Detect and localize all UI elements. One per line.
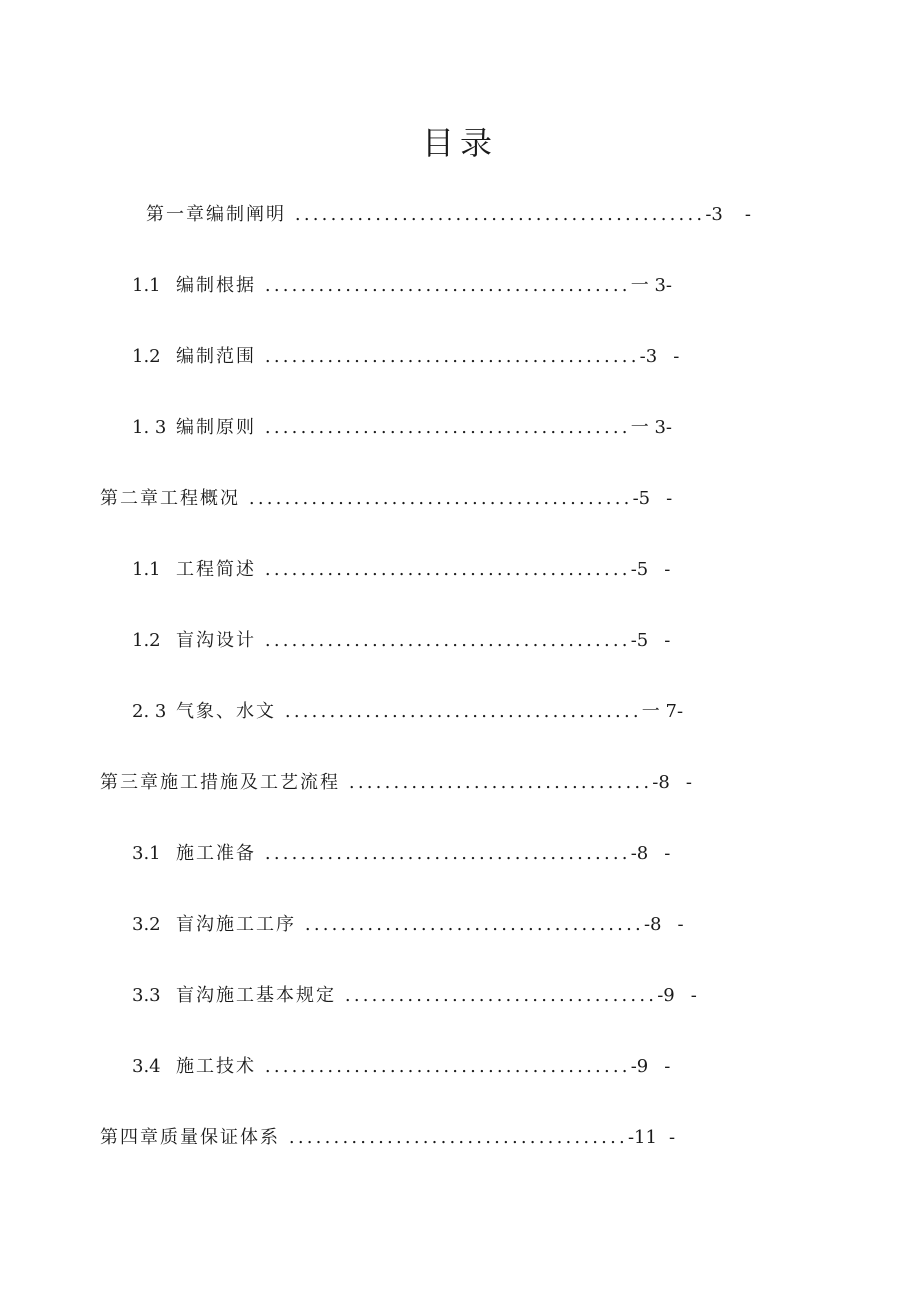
toc-entry-dash: - [673,346,680,367]
toc-leader-dots: ...................................... [280,1127,628,1148]
toc-entry-page: 一 3 [630,417,666,438]
toc-entry-number: 1. 3 [132,417,167,438]
toc-entry[interactable] [132,413,672,443]
toc-entry-number: 3.4 [132,1056,161,1077]
toc-leader-dots: ......................................... [256,417,631,438]
toc-entry-page: -8 [643,914,662,935]
toc-entry-page: -11 [627,1127,657,1148]
toc-entry-label: 第三章施工措施及工艺流程 [100,772,340,793]
toc-entry[interactable] [132,839,670,869]
toc-entry-label: 第一章编制阐明 [146,204,286,225]
toc-entry-dash: - [665,275,672,296]
toc-entry[interactable] [132,626,670,656]
toc-leader-dots: ......................................... [256,843,631,864]
toc-entry-label: 气象、水文 [176,701,276,722]
toc-entry-page: -5 [630,559,649,580]
toc-leader-dots: .................................. [340,772,653,793]
toc-entry[interactable] [146,200,751,230]
toc-entry-number: 2. 3 [132,701,167,722]
toc-entry-page: -8 [630,843,649,864]
toc-entry-page: -3 [705,204,723,225]
toc-entry[interactable] [132,697,683,727]
toc-leader-dots: ........................................... [240,488,633,509]
toc-entry[interactable] [132,981,697,1011]
toc-entry[interactable] [132,342,679,372]
toc-entry-label: 第二章工程概况 [100,488,240,509]
toc-entry[interactable] [100,484,672,514]
toc-entry-dash: - [677,914,684,935]
toc-entry-dash: - [690,985,697,1006]
toc-entry-label: 工程简述 [176,559,256,580]
toc-entry-page: 一 3 [630,275,666,296]
toc-entry-dash: - [664,559,671,580]
toc-entry-dash: - [685,772,692,793]
toc-entry-dash: - [676,701,684,722]
toc-leader-dots: ........................................ [276,701,642,722]
toc-entry-dash: - [664,1056,671,1077]
toc-entry-dash: - [664,630,671,651]
toc-entry-label: 编制原则 [176,417,256,438]
toc-entry[interactable] [100,1123,675,1153]
toc-entry-label: 盲沟施工工序 [176,914,296,935]
toc-leader-dots: ......................................... [256,559,631,580]
toc-entry-page: -3 [639,346,658,367]
toc-entry-label: 编制根据 [176,275,256,296]
toc-entry-number: 1.1 [132,559,161,580]
toc-leader-dots: .......................................... [256,346,640,367]
toc-entry-page: -5 [630,630,649,651]
toc-entry-number: 1.1 [132,275,161,296]
toc-entry-dash: - [664,843,671,864]
toc-entry-number: 3.3 [132,985,161,1006]
toc-entry-number: 1.2 [132,630,161,651]
toc-entry-label: 盲沟施工基本规定 [176,985,336,1006]
toc-leader-dots: ...................................... [296,914,644,935]
toc-entry-page: -8 [652,772,670,793]
toc-entry-label: 施工准备 [176,843,256,864]
toc-entry[interactable] [132,1052,670,1082]
toc-entry-dash: - [665,417,672,438]
toc-entry-page: 一 7 [641,701,677,722]
toc-leader-dots: ......................................... [256,1056,631,1077]
toc-entry-page: -9 [657,985,675,1006]
toc-entry[interactable] [132,555,670,585]
toc-entry-label: 盲沟设计 [176,630,256,651]
toc-leader-dots: ................................... [336,985,658,1006]
toc-entry[interactable] [132,910,684,940]
toc-leader-dots: ......................................... [256,275,631,296]
toc-entry[interactable] [100,768,692,798]
toc-entry-dash: - [668,1127,676,1148]
toc-leader-dots: ......................................... [256,630,631,651]
toc-entry-page: -9 [630,1056,649,1077]
toc-entry-label: 编制范围 [176,346,256,367]
toc-entry-page: -5 [632,488,651,509]
toc-entry-number: 3.2 [132,914,161,935]
toc-entry-dash: - [744,204,751,225]
toc-entry-number: 3.1 [132,843,161,864]
toc-entry-label: 施工技术 [176,1056,256,1077]
toc-leader-dots: .............................................. [286,204,706,225]
toc-entry-dash: - [666,488,673,509]
page-title: 目录 [421,124,498,162]
toc-entry-number: 1.2 [132,346,161,367]
toc-entry[interactable] [132,271,672,301]
toc-entry-label: 第四章质量保证体系 [100,1127,280,1148]
